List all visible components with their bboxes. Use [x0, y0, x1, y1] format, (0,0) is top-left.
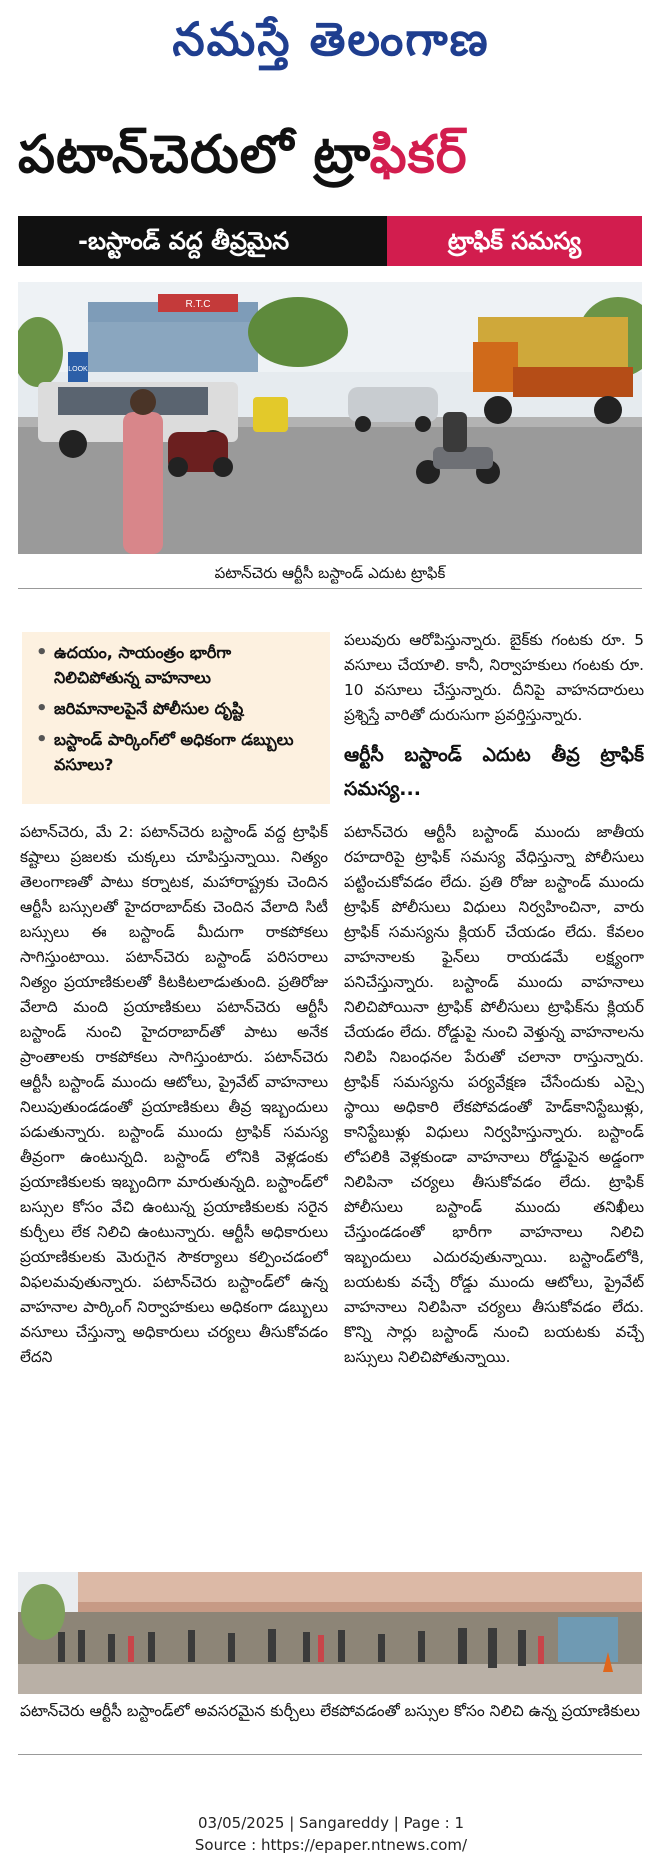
- photo2-caption: పటాన్‌చెరు ఆర్టీసీ బస్టాండ్‌లో అవసరమైన కుర్చీలు లేకపోవడంతో బస్సుల కోసం నిలిచి ఉన్న ప్రయాణికులు: [18, 1698, 642, 1755]
- highlights-box: [22, 632, 330, 804]
- photo1-caption: పటాన్‌చెరు ఆర్టీసీ బస్టాండ్ ఎదుట ట్రాఫిక్: [18, 558, 642, 589]
- highlight-item: • ఉదయం, సాయంత్రం భారీగా నిలిచిపోతున్న వాహనాలు: [34, 640, 322, 690]
- article-subhead: ఆర్టీసీ బస్టాండ్ ఎదుట తీవ్ర ట్రాఫిక్ సమస్య...: [344, 744, 644, 800]
- subheadline-bar: [18, 216, 642, 266]
- headline-part2: ఫికర్: [369, 125, 468, 185]
- article-body-right-intro: పలువురు ఆరోపిస్తున్నారు. బైక్‌కు గంటకు రూ. 5 వసూలు చేయాలి. కానీ, నిర్వాహకులు గంటకు రూ. 10 వసూలు చేస్తున్నారు. దీనిపై వాహనదారులు ప్రశ్నిస్తే వారితో దురుసుగా ప్రవర్తిస్తున్నారు.: [344, 631, 644, 724]
- traffic-photo: [18, 282, 642, 554]
- bus-stand-photo-illustration: [18, 1572, 642, 1694]
- traffic-photo-illustration: [18, 282, 642, 554]
- article-left-column: [20, 820, 328, 1570]
- highlight-item: • బస్టాండ్ పార్కింగ్‌లో అధికంగా డబ్బులు వసూలు?: [34, 727, 322, 777]
- masthead-logo: నమస్తే తెలంగాణ: [172, 12, 490, 66]
- headline: [18, 110, 644, 200]
- article-body-right: పటాన్‌చెరు ఆర్టీసీ బస్టాండ్ ముందు జాతీయ రహదారిపై ట్రాఫిక్ సమస్య వేధిస్తున్నా పోలీసులు పట్టించుకోవడం లేదు. ప్రతి రోజు బస్టాండ్ ముందు ట్రాఫిక్ పోలీసులు విధులు నిర్వహించినా, వారు ట్రాఫిక్ సమస్యను క్లియర్ చేయడం లేదు. కేవలం వాహనాలకు ఫైన్‌లు రాయడమే లక్ష్యంగా పనిచేస్తున్నారు. బస్టాండ్ ముందు వాహనాలు నిలిచిపోయినా ట్రాఫిక్ పోలీసులు ట్రాఫిక్‌ను క్లియర్ చేయడం లేదు. రోడ్డుపై నుంచి వెళ్తున్న వాహనాలను నిలిపి నిబంధనల పేరుతో చలానా రాస్తున్నారు. ట్రాఫిక్ సమస్యను పర్యవేక్షణ చేసేందుకు ఎస్సై స్థాయి అధికారి లేకపోవడంతో హెడ్‌కానిస్టేబుళ్లు, కానిస్టేబుళ్లు విధులు నిర్వహిస్తున్నారు. బస్టాండ్ లోపలికి వెళ్లకుండా వాహనాలు రోడ్డుపైన అడ్డంగా నిలిపినా చర్యలు తీసుకోవడం లేదు. ట్రాఫిక్ పోలీసులు బస్టాండ్ ముందు తనిఖీలు చేస్తుండడంతో భారీగా వాహనాలు నిలిచి ఇబ్బందులు ఎదురవుతున్నాయి. బస్టాండ్‌లోకి, బయటకు వచ్చే రోడ్డు ముందు ఆటోలు, ప్రైవేట్ వాహనాలు నిలిపినా చర్యలు తీసుకోవడం లేదు. కొన్ని సార్లు బస్టాండ్ నుంచి బయటకు వచ్చే బస్సులు నిలిచిపోతున్నాయి.: [344, 823, 644, 1366]
- highlight-item: • జరిమానాలపైనే పోలీసుల దృష్టి: [34, 696, 322, 721]
- bus-stand-photo: [18, 1572, 642, 1694]
- rtc-sign-text: R.T.C: [185, 299, 211, 310]
- subheadline-part2: ట్రాఫిక్ సమస్య: [387, 216, 642, 266]
- subheadline-part1: -బస్టాండ్ వద్ద తీవ్రమైన: [78, 227, 290, 255]
- footer: [0, 1812, 662, 1856]
- look-sign-text: LOOK: [68, 366, 88, 373]
- article-right-column: [344, 628, 644, 1558]
- article-body-left: పటాన్‌చెరు, మే 2: పటాన్‌చెరు బస్టాండ్ వద్ద ట్రాఫిక్ కష్టాలు ప్రజలకు చుక్కలు చూపిస్తున్నాయి. నిత్యం తెలంగాణతో పాటు కర్నాటక, మహారాష్ట్రకు చెందిన ఆర్టీసీ బస్సులతో హైదరాబాద్‌కు చెందిన వేలాది సిటీ బస్సులు ఈ బస్టాండ్ మీదుగా రాకపోకలు సాగిస్తుంటాయి. పటాన్‌చెరు బస్టాండ్ పరిసరాలు నిత్యం ప్రయాణికులతో కిటకిటలాడుతుంది. ప్రతిరోజు వేలాది మంది ప్రయాణికులు పటాన్‌చెరు ఆర్టీసీ బస్టాండ్ నుంచి హైదరాబాద్‌తో పాటు అనేక ప్రాంతాలకు రాకపోకలు సాగిస్తుంటారు. పటాన్‌చెరు ఆర్టీసీ బస్టాండ్ ముందు ఆటోలు, ప్రైవేట్ వాహనాలు నిలుపుతుండడంతో ప్రయాణికులు తీవ్ర ఇబ్బందులు పడుతున్నారు. బస్టాండ్ ముందు ట్రాఫిక్ సమస్య తీవ్రంగా ఉంటున్నది. బస్టాండ్ లోనికి వెళ్లడంకు ప్రయాణికులకు ఇబ్బందిగా మారుతున్నది. బస్టాండ్‌లో బస్సుల కోసం వేచి ఉంటున్న ప్రయాణికులకు సరైన కుర్చీలు లేక నిలిచి ఉంటున్నారు. ఆర్టీసీ అధికారులు ప్రయాణికులకు మెరుగైన సౌకర్యాలు కల్పించడంలో విఫలమవుతున్నారు. పటాన్‌చెరు బస్టాండ్‌లో ఉన్న వాహనాల పార్కింగ్ నిర్వాహకులు అధికంగా డబ్బులు వసూలు చేస్తున్నా అధికారులు చర్యలు తీసుకోవడం లేదని: [20, 823, 328, 1366]
- footer-source: Source : https://epaper.ntnews.com/: [194, 1836, 468, 1854]
- footer-date-edition: 03/05/2025 | Sangareddy | Page : 1: [197, 1814, 464, 1832]
- headline-part1: పటాన్‌చెరులో ట్రా: [18, 125, 370, 185]
